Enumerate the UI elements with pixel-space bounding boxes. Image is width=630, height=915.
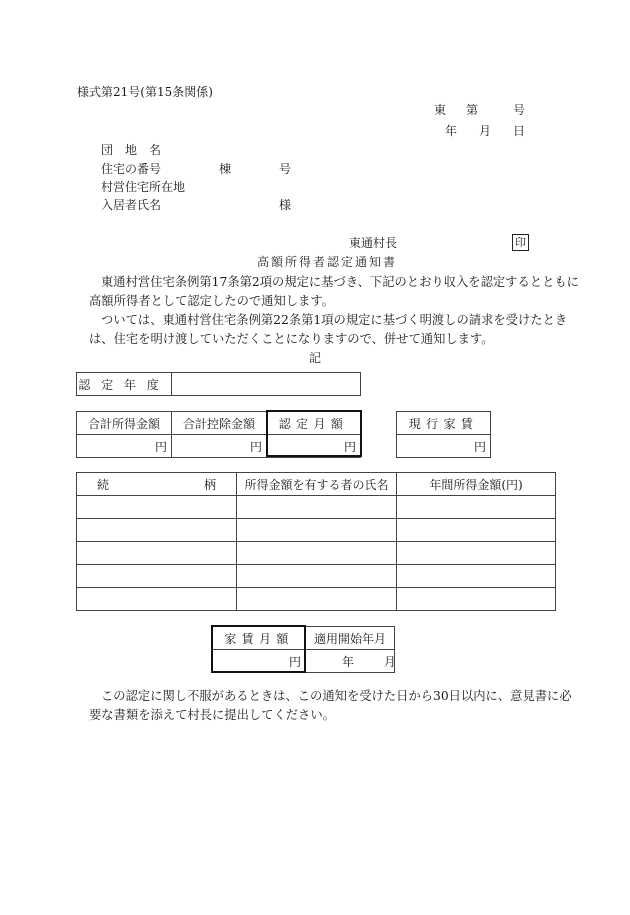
body-p2-line2: は、住宅を明け渡していただくことになりますので、併せて通知します。 [89, 332, 494, 346]
total-deduction-unit: 円 [172, 435, 267, 458]
certified-monthly-header: 認定月額 [267, 412, 361, 435]
rent-month-table [212, 626, 395, 673]
form-number: 様式第21号(第15条関係) [77, 85, 213, 99]
seal-mark: 印 [512, 234, 529, 251]
table-row [77, 542, 556, 565]
rent-month-header: 家賃月額 [213, 627, 306, 650]
nendo-value-cell [172, 373, 361, 396]
total-income-header: 合計所得金額 [77, 412, 172, 435]
tou-label: 棟 [219, 162, 232, 176]
nendo-label: 認定年度 [77, 373, 172, 396]
date-day: 日 [513, 124, 526, 138]
annual-income-header: 年間所得金額(円) [397, 473, 556, 496]
table-row [77, 496, 556, 519]
rent-month-unit: 円 [213, 650, 306, 673]
relationship-header-zoku: 続 [97, 477, 110, 492]
footer-line2: 要な書類を添えて村長に提出してください。 [89, 708, 335, 722]
start-month-header: 適用開始年月 [306, 627, 395, 650]
current-rent-table [396, 411, 491, 458]
ki-heading: 記 [309, 351, 322, 365]
document-title: 高額所得者認定通知書 [257, 255, 398, 269]
body-p1-line1: 東通村営住宅条例第17条第2項の規定に基づき、下記のとおり収入を認定するとともに [101, 275, 579, 289]
earner-name-header: 所得金額を有する者の氏名 [237, 473, 397, 496]
current-rent-unit: 円 [397, 435, 491, 458]
income-table [76, 411, 361, 458]
start-year-label: 年 [342, 654, 355, 669]
danchi-label: 団 地 名 [101, 143, 162, 157]
body-p2-line1: ついては、東通村営住宅条例第22条第1項の規定に基づく明渡しの請求を受けたとき [101, 313, 568, 327]
date-year: 年 [445, 124, 458, 138]
family-table [76, 472, 556, 611]
sender-title: 東通村長 [349, 236, 398, 250]
relationship-header [77, 473, 237, 496]
certified-monthly-unit: 円 [267, 435, 361, 458]
doc-number-east: 東 [434, 103, 447, 117]
house-number-label: 住宅の番号 [101, 162, 162, 176]
total-deduction-header: 合計控除金額 [172, 412, 267, 435]
current-rent-header: 現行家賃 [397, 412, 491, 435]
doc-number-dai: 第 [466, 103, 479, 117]
table-row [77, 588, 556, 611]
resident-label: 入居者氏名 [101, 198, 162, 212]
gou-label: 号 [279, 162, 292, 176]
doc-number-gou: 号 [513, 103, 526, 117]
sama-label: 様 [279, 198, 292, 212]
total-income-unit: 円 [77, 435, 172, 458]
start-month-label: 月 [383, 654, 396, 669]
table-row [77, 519, 556, 542]
nendo-table [76, 372, 361, 396]
date-month: 月 [479, 124, 492, 138]
location-label: 村営住宅所在地 [101, 180, 186, 194]
body-p1-line2: 高額所得者として認定したので通知します。 [89, 294, 334, 308]
relationship-header-gara: 柄 [203, 477, 216, 492]
table-row [77, 565, 556, 588]
footer-line1: この認定に関し不服があるときは、この通知を受けた日から30日以内に、意見書に必 [101, 689, 572, 703]
start-month-value [306, 650, 395, 673]
